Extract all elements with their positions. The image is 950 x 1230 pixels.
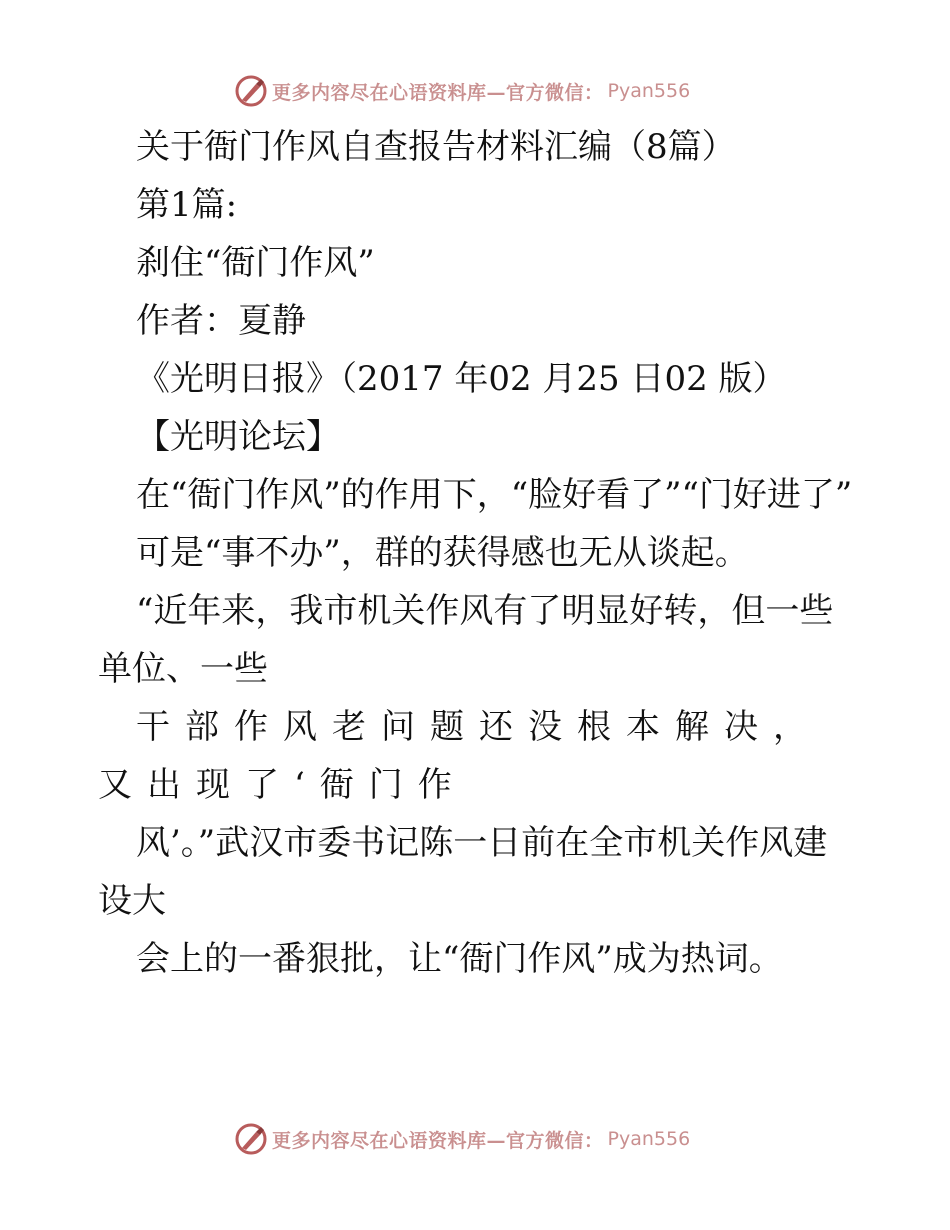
watermark-wechat-id: Pyan556 — [607, 1128, 691, 1150]
watermark-text: 更多内容尽在心语资料库—官方微信： — [272, 81, 604, 104]
article-title: 刹住“衙门作风” — [136, 243, 375, 283]
source-line: 《光明日报》（2017 年02 月25 日02 版） — [136, 359, 787, 399]
paragraph: 会上的一番狠批，让“衙门作风”成为热词。 — [136, 939, 783, 979]
pen-logo-icon — [234, 74, 268, 108]
paragraph: 干部作风老问题还没根本解决，又出现了‘衙门作 — [98, 707, 822, 805]
column-label: 【光明论坛】 — [136, 417, 340, 457]
author-line: 作者：夏静 — [136, 301, 306, 341]
watermark-wechat-id: Pyan556 — [607, 80, 691, 102]
watermark-text: 更多内容尽在心语资料库—官方微信： — [272, 1129, 604, 1152]
footer-watermark — [234, 1122, 690, 1156]
paragraph: 在“衙门作风”的作用下，“脸好看了”“门好进了” — [136, 475, 853, 515]
paragraph: 风’。”武汉市委书记陈一日前在全市机关作风建设大 — [98, 823, 828, 921]
section-label: 第1篇: — [136, 185, 238, 225]
document-body — [98, 118, 858, 988]
paragraph: 可是“事不办”，群的获得感也无从谈起。 — [136, 533, 749, 573]
document-title: 关于衙门作风自查报告材料汇编（8篇） — [136, 127, 736, 167]
header-watermark — [234, 74, 690, 108]
paragraph: “近年来，我市机关作风有了明显好转，但一些单位、一些 — [98, 591, 834, 689]
pen-logo-icon — [234, 1122, 268, 1156]
